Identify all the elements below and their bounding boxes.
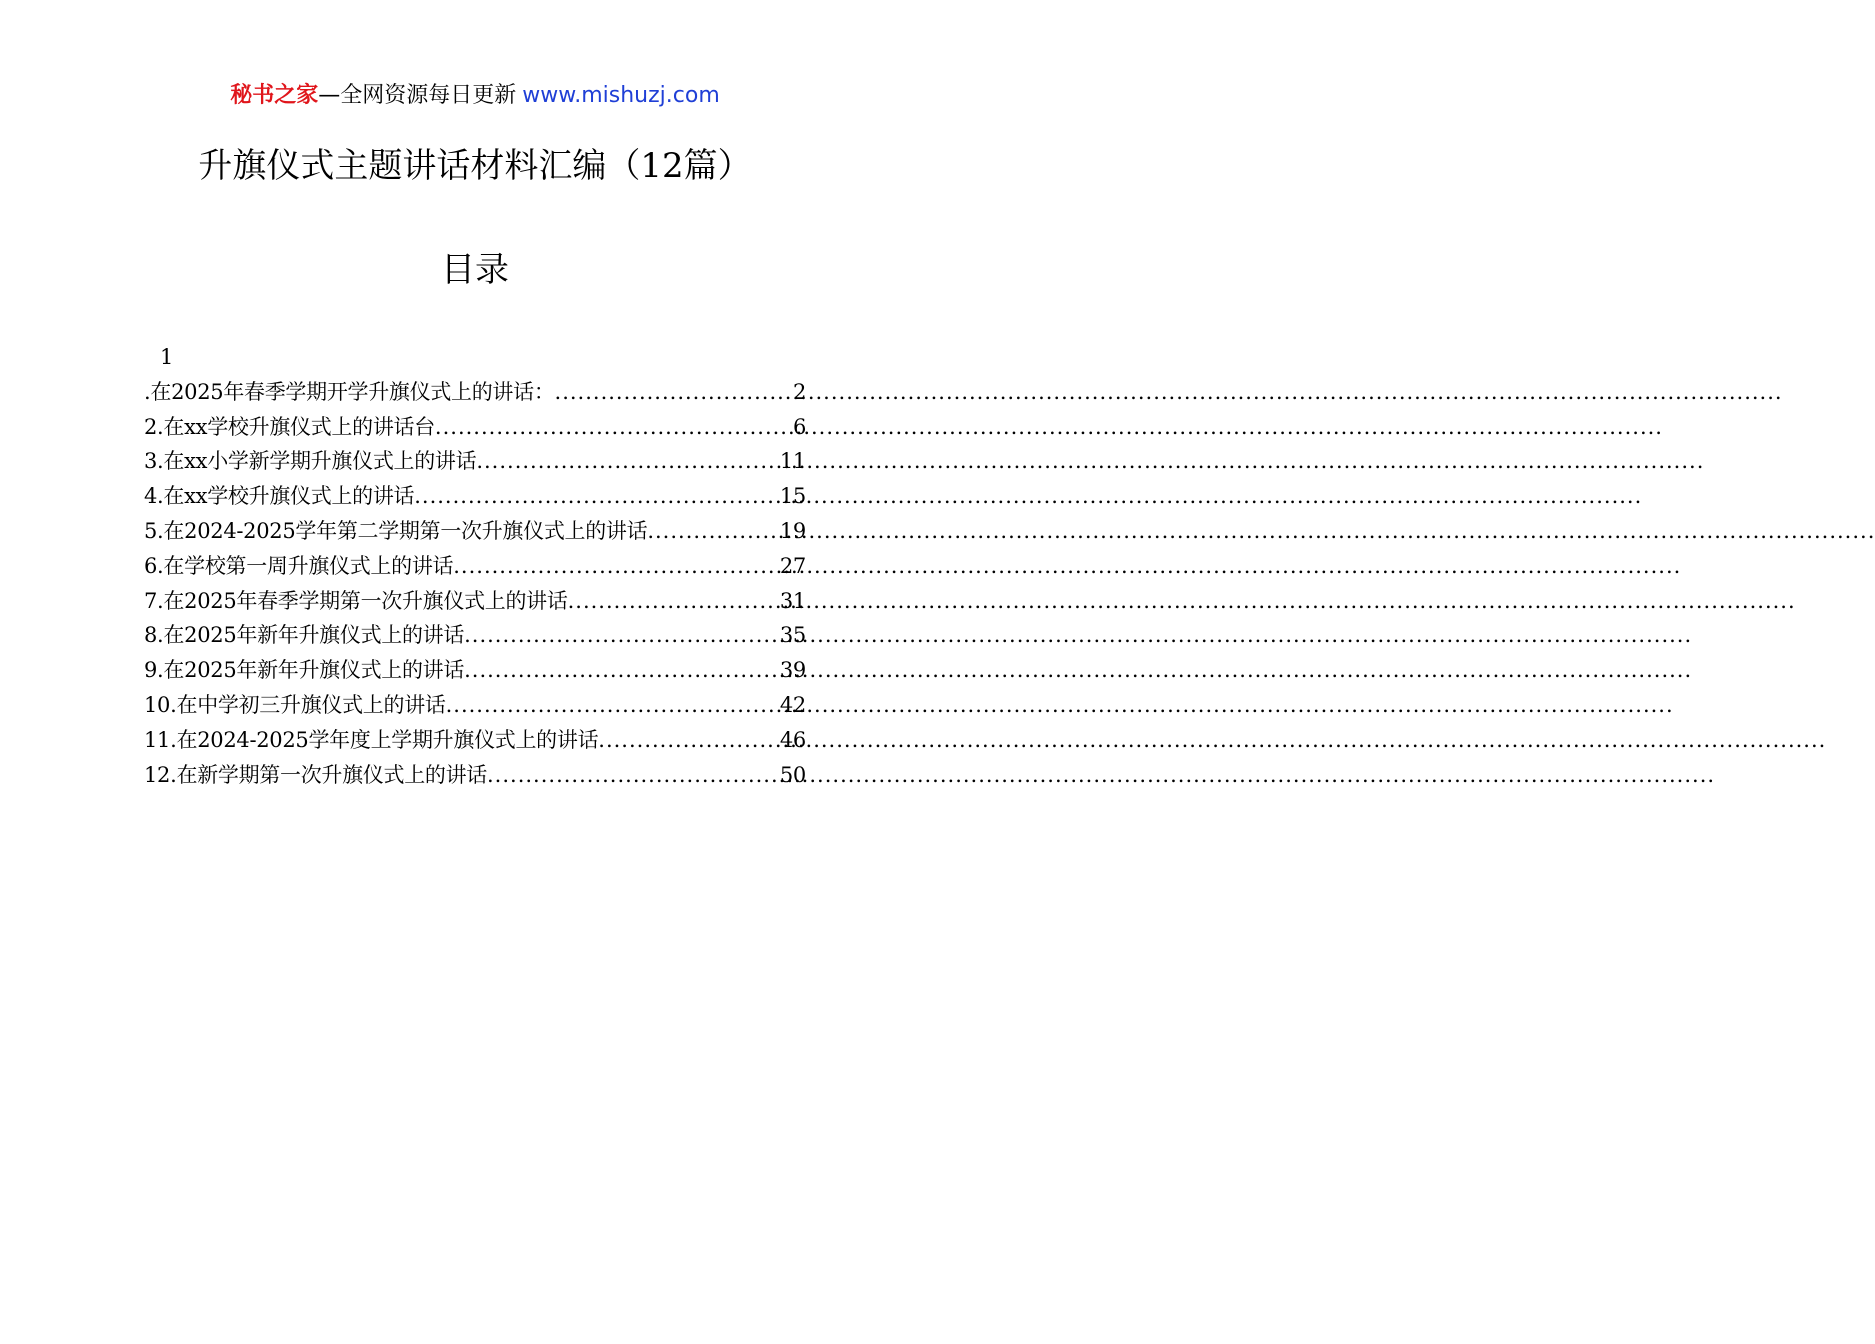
toc-dot-leader [598, 723, 780, 758]
toc-entry[interactable] [144, 514, 806, 549]
toc-entry-title: 8.在2025年新年升旗仪式上的讲话 [144, 623, 465, 648]
toc-entry[interactable] [144, 584, 806, 619]
toc-entry-title: 9.在2025年新年升旗仪式上的讲话 [144, 658, 465, 683]
toc-entry-title: 2.在xx学校升旗仪式上的讲话台 [144, 414, 435, 439]
toc-entry[interactable] [144, 688, 806, 723]
toc-entry[interactable] [144, 375, 806, 410]
toc-entry-page: 19 [779, 518, 806, 543]
toc-entry-title: 6.在学校第一周升旗仪式上的讲话 [144, 553, 454, 578]
toc-entry-page: 50 [779, 762, 806, 787]
toc-entry[interactable] [144, 653, 806, 688]
brand-name: 秘书之家 [230, 83, 319, 108]
toc-entry[interactable] [144, 618, 806, 653]
toc-dot-leader [414, 479, 780, 514]
toc-dot-leader [446, 688, 780, 723]
toc-entry[interactable] [144, 444, 806, 479]
toc-entry-title: 12.在新学期第一次升旗仪式上的讲话 [144, 762, 487, 787]
toc-entry[interactable] [144, 479, 806, 514]
table-of-contents [144, 340, 806, 792]
toc-entry-page: 42 [779, 692, 806, 717]
toc-dot-leader [476, 444, 780, 479]
toc-dot-leader [435, 410, 793, 445]
toc-entry-page: 11 [779, 449, 806, 474]
toc-dot-leader [464, 618, 780, 653]
toc-first-entry-number: 1 [160, 345, 174, 369]
toc-dot-leader [464, 653, 780, 688]
toc-entry-page: 2 [792, 379, 806, 404]
site-header [0, 80, 950, 112]
site-url-link[interactable]: www.mishuzj.com [522, 83, 720, 108]
toc-entry-page: 39 [779, 658, 806, 683]
toc-entry[interactable] [144, 723, 806, 758]
toc-entry-title: 7.在2025年春季学期第一次升旗仪式上的讲话 [144, 588, 568, 613]
toc-dot-leader [568, 584, 780, 619]
toc-entry-title: 4.在xx学校升旗仪式上的讲话 [144, 484, 415, 509]
toc-entry-title: 5.在2024-2025学年第二学期第一次升旗仪式上的讲话 [144, 518, 648, 543]
toc-entry[interactable] [144, 410, 806, 445]
toc-dot-leader [487, 758, 780, 793]
toc-entry-page: 35 [779, 623, 806, 648]
toc-heading: 目录 [441, 250, 509, 290]
toc-entry-page: 15 [779, 484, 806, 509]
header-slogan: —全网资源每日更新 [318, 83, 517, 108]
toc-dot-leader [555, 375, 793, 410]
toc-entry-title: .在2025年春季学期开学升旗仪式上的讲话： [144, 379, 555, 404]
toc-entry-page: 6 [792, 414, 806, 439]
toc-entry-page: 46 [779, 727, 806, 752]
toc-entry-title: 3.在xx小学新学期升旗仪式上的讲话 [144, 449, 477, 474]
toc-entry-title: 10.在中学初三升旗仪式上的讲话 [144, 692, 446, 717]
toc-entry-page: 31 [779, 588, 806, 613]
toc-entry-title: 11.在2024-2025学年度上学期升旗仪式上的讲话 [144, 727, 599, 752]
toc-entry[interactable] [144, 549, 806, 584]
document-title: 升旗仪式主题讲话材料汇编（12篇） [198, 146, 752, 186]
toc-dot-leader [647, 514, 780, 549]
toc-dot-leader [453, 549, 780, 584]
toc-entry-page: 27 [779, 553, 806, 578]
toc-entry[interactable] [144, 758, 806, 793]
